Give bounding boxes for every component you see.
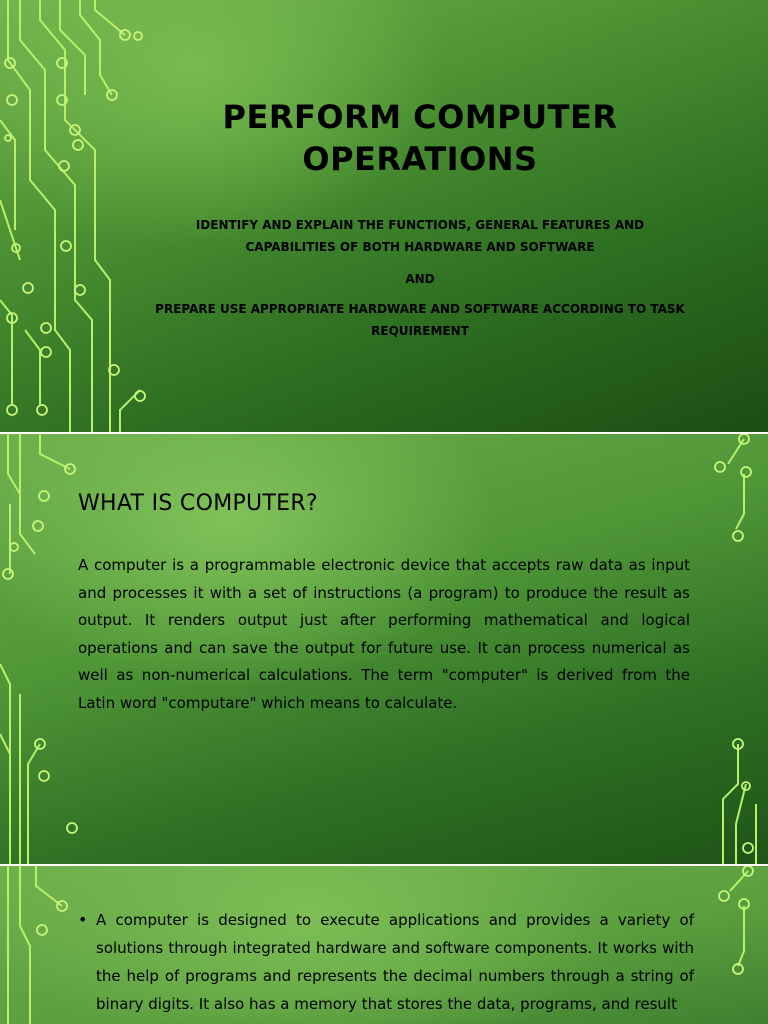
bullet-symbol: • (78, 910, 88, 929)
slide-subtitle-2: PREPARE USE APPROPRIATE HARDWARE AND SOFTWARE ACCORDING TO TASK REQUIREMENT (155, 302, 685, 338)
circuit-decoration-left (0, 866, 90, 1024)
circuit-decoration-left (0, 434, 90, 864)
title-slide (0, 0, 768, 432)
bullet-text: A computer is designed to execute applications and provides a variety of solutions through integrated hardware and software components. It works with the help of programs and represents the decimal numbers through a string of binary digits. It also has a memory that stores the data, programs, and result (96, 911, 694, 1013)
slide-subtitle-connector: AND (405, 272, 435, 286)
slide-paragraph: A computer is a programmable electronic device that accepts raw data as input and processes it with a set of instructions (a program) to produce the result as output. It renders output just after performing mathematical and logical operations and can save the output for future use. It can process numerical as well as non-numerical calculations. The term "computer" is derived from the Latin word "computare" which means to calculate. (78, 556, 690, 712)
bullet-list (78, 906, 694, 1018)
circuit-decoration-right-top (708, 434, 768, 554)
slide-heading: WHAT IS COMPUTER? (78, 491, 318, 516)
circuit-decoration-right (708, 866, 768, 986)
content-slide-what-is-computer (0, 434, 768, 864)
circuit-decoration-left (0, 0, 160, 432)
slide-title: PERFORM COMPUTER OPERATIONS (222, 98, 618, 178)
slide-subtitle-1: IDENTIFY AND EXPLAIN THE FUNCTIONS, GENERAL FEATURES AND CAPABILITIES OF BOTH HARDWARE AND SOFTWARE (195, 218, 645, 254)
content-slide-bullets (0, 866, 768, 1024)
circuit-decoration-right-bottom (708, 724, 768, 864)
